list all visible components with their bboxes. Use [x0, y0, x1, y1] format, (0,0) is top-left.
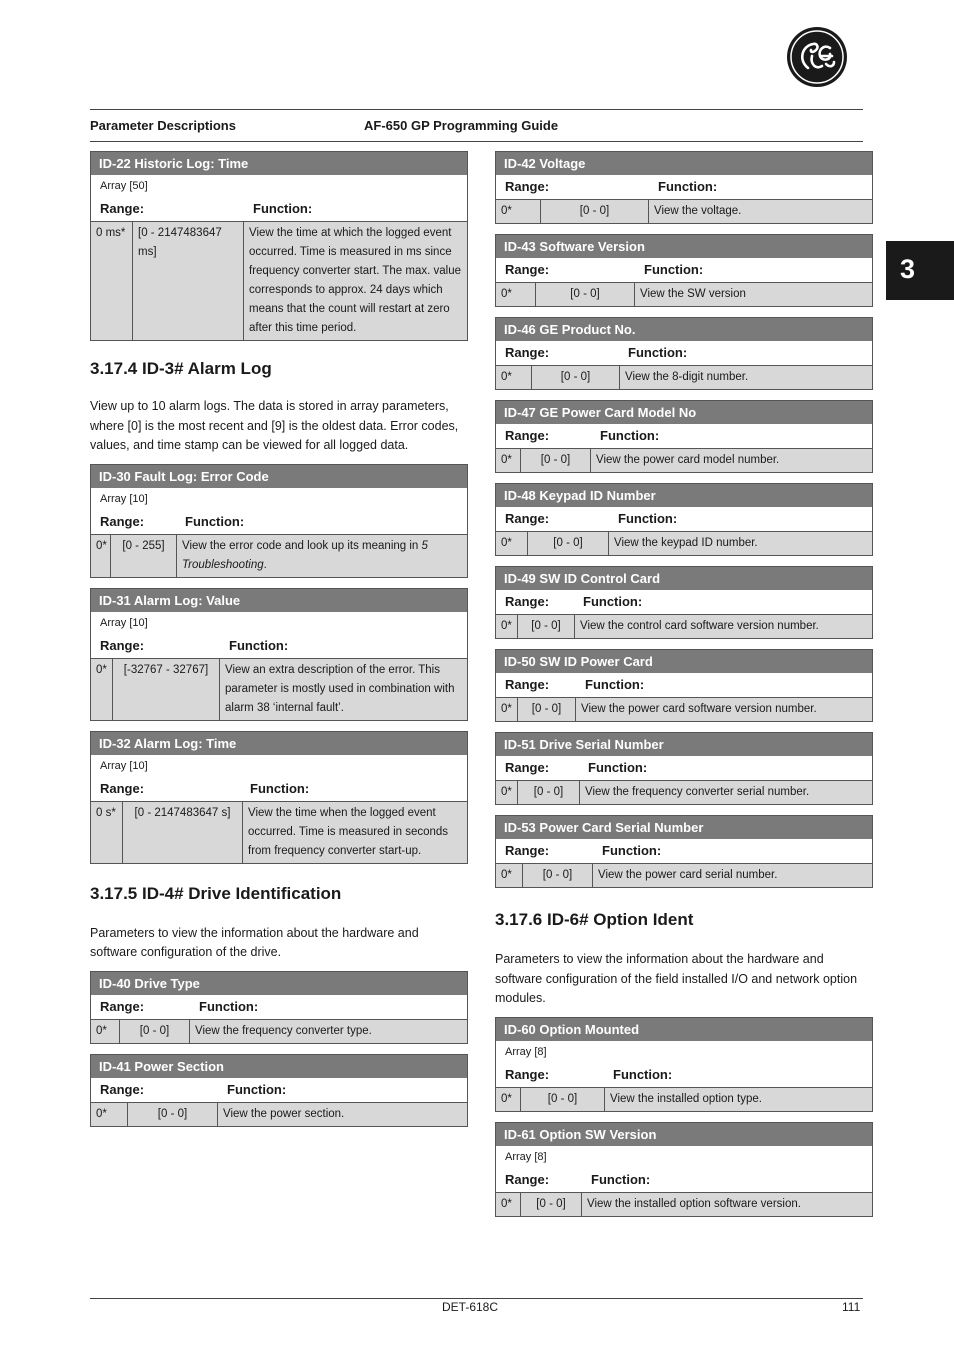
param-header-row [91, 995, 467, 1020]
param-header-row [496, 590, 872, 615]
param-default: 0* [496, 1088, 521, 1111]
param-title: ID-60 Option Mounted [496, 1018, 872, 1041]
function-label: Function: [185, 513, 245, 529]
param-title: ID-48 Keypad ID Number [496, 484, 872, 507]
param-row [91, 802, 467, 863]
function-label: Function: [227, 1081, 287, 1097]
param-header-row [91, 634, 467, 659]
param-row [91, 1020, 467, 1043]
param-array: Array [10] [100, 759, 148, 772]
param-table-id49 [495, 566, 873, 639]
param-default: 0* [496, 864, 523, 887]
param-default: 0 s* [91, 802, 123, 863]
param-array: Array [10] [100, 616, 148, 629]
param-title: ID-31 Alarm Log: Value [91, 589, 467, 612]
param-title: ID-43 Software Version [496, 235, 872, 258]
param-header-row [91, 510, 467, 535]
param-range: [0 - 0] [521, 1193, 582, 1216]
param-title: ID-40 Drive Type [91, 972, 467, 995]
function-label: Function: [618, 511, 678, 526]
section-text-alarm-log: View up to 10 alarm logs. The data is stored in array parameters, where [0] is the most recent and [9] is the oldest data. Error codes, values, and time stamp can be viewed for all logged data. [90, 399, 459, 452]
param-range: [0 - 255] [111, 535, 177, 577]
param-array: Array [8] [505, 1150, 547, 1163]
param-row [91, 1103, 467, 1126]
param-default: 0* [496, 200, 541, 223]
param-range: [-32767 - 32767] [113, 659, 220, 720]
section-heading-alarm-log: 3.17.4 ID-3# Alarm Log [90, 359, 272, 378]
param-default: 0* [91, 1020, 120, 1043]
param-row [91, 535, 467, 577]
param-header-row [496, 673, 872, 698]
param-header-row [496, 839, 872, 864]
param-default: 0* [496, 532, 528, 555]
param-function: View the installed option type. [610, 1092, 762, 1105]
function-label: Function: [199, 998, 259, 1014]
param-range: [0 - 0] [518, 615, 575, 638]
param-title: ID-22 Historic Log: Time [91, 152, 467, 175]
range-label: Range: [100, 998, 145, 1014]
param-function: View the power section. [223, 1107, 345, 1120]
param-header-row [91, 1078, 467, 1103]
param-table-id22 [90, 151, 468, 341]
function-label: Function: [613, 1066, 673, 1082]
param-default: 0* [91, 535, 111, 577]
param-header-row [496, 424, 872, 449]
param-table-id32 [90, 731, 468, 864]
param-function: View the time when the logged event occurred. Time is measured in seconds from frequency converter start-up. [248, 806, 449, 857]
param-function-text: View the error code and look up its meaning in [182, 539, 419, 552]
range-label: Range: [505, 262, 550, 277]
range-label: Range: [505, 594, 550, 609]
left-column [90, 151, 468, 1137]
param-default: 0* [496, 366, 532, 389]
param-row [496, 1193, 872, 1216]
range-label: Range: [505, 345, 550, 360]
param-default: 0* [496, 615, 518, 638]
function-label: Function: [644, 262, 704, 277]
param-function: View the installed option software version. [587, 1197, 801, 1210]
param-function: View the power card software version number. [581, 703, 817, 715]
function-label: Function: [602, 843, 662, 858]
param-table-id53 [495, 815, 873, 888]
function-label: Function: [628, 345, 688, 360]
param-array: Array [10] [100, 492, 148, 505]
param-title: ID-41 Power Section [91, 1055, 467, 1078]
param-row [496, 864, 872, 887]
param-header-row [496, 258, 872, 283]
param-range: [0 - 0] [518, 698, 576, 721]
param-default: 0* [496, 449, 521, 472]
range-label: Range: [100, 780, 145, 796]
param-range: [0 - 0] [528, 532, 609, 555]
function-label: Function: [591, 1171, 651, 1187]
param-function: View the voltage. [654, 205, 742, 217]
range-label: Range: [100, 637, 145, 653]
range-label: Range: [505, 843, 550, 858]
range-label: Range: [505, 1066, 550, 1082]
param-table-id43 [495, 234, 873, 307]
right-column [495, 151, 873, 1227]
param-title: ID-50 SW ID Power Card [496, 650, 872, 673]
param-range: [0 - 2147483647 s] [123, 802, 243, 863]
param-range: [0 - 0] [120, 1020, 190, 1043]
param-table-id31 [90, 588, 468, 721]
param-header-row [91, 777, 467, 802]
range-label: Range: [100, 1081, 145, 1097]
param-header-row [496, 1063, 872, 1088]
param-title: ID-46 GE Product No. [496, 318, 872, 341]
param-function: View an extra description of the error. This parameter is mostly used in combination with alarm 38 ‘internal fault’. [225, 663, 455, 714]
param-table-id30 [90, 464, 468, 578]
param-table-id46 [495, 317, 873, 390]
function-label: Function: [658, 179, 718, 194]
param-table-id41 [90, 1054, 468, 1127]
param-range: [0 - 0] [536, 283, 635, 306]
param-title: ID-61 Option SW Version [496, 1123, 872, 1146]
param-default: 0* [496, 781, 518, 804]
section-text-drive-identification: Parameters to view the information about the hardware and software configuration of the drive. [90, 925, 419, 959]
param-title: ID-32 Alarm Log: Time [91, 732, 467, 755]
param-function [177, 535, 467, 577]
param-array: Array [8] [505, 1045, 547, 1058]
param-range: [0 - 0] [523, 864, 593, 887]
param-function: View the SW version [640, 288, 746, 300]
param-function: View the frequency converter type. [195, 1024, 372, 1037]
footer-rule [90, 1298, 863, 1299]
param-range: [0 - 0] [521, 449, 591, 472]
param-header-row [496, 1168, 872, 1193]
param-header-row [496, 341, 872, 366]
param-table-id47 [495, 400, 873, 473]
param-table-id61 [495, 1122, 873, 1217]
param-default: 0* [496, 698, 518, 721]
footer-doc-id: DET-618C [442, 1300, 499, 1314]
param-function: View the frequency converter serial number. [585, 786, 810, 798]
param-row [496, 283, 872, 306]
function-label: Function: [583, 594, 643, 609]
param-range: [0 - 0] [541, 200, 649, 223]
param-table-id42 [495, 151, 873, 224]
function-label: Function: [229, 637, 289, 653]
param-header-row [496, 507, 872, 532]
param-range: [0 - 0] [532, 366, 620, 389]
param-title: ID-51 Drive Serial Number [496, 733, 872, 756]
param-default: 0* [91, 1103, 128, 1126]
param-row [496, 615, 872, 638]
section-heading-option-ident: 3.17.6 ID-6# Option Ident [495, 910, 694, 929]
param-row [496, 366, 872, 389]
param-function: View the time at which the logged event occurred. Time is measured in ms since frequency converter start. The max. value corresponds to approx. 24 days which means that the count will restart at zero after this time period. [249, 227, 461, 334]
range-label: Range: [505, 511, 550, 526]
param-function: View the control card software version number. [580, 620, 819, 632]
param-table-id60 [495, 1017, 873, 1112]
section-heading-drive-identification: 3.17.5 ID-4# Drive Identification [90, 883, 342, 903]
param-header-row [496, 756, 872, 781]
param-default: 0* [91, 659, 113, 720]
range-label: Range: [100, 201, 145, 216]
function-label: Function: [250, 780, 310, 796]
section-text-option-ident: Parameters to view the information about the hardware and software configuration of the field installed I/O and network option modules. [495, 952, 858, 1005]
function-label: Function: [600, 428, 660, 443]
header-bottom-rule [90, 141, 863, 142]
param-range: [0 - 0] [518, 781, 580, 804]
header-guide-title: AF-650 GP Programming Guide [364, 118, 559, 133]
param-row [496, 1088, 872, 1111]
function-label: Function: [585, 677, 645, 692]
param-row [496, 781, 872, 804]
param-row [496, 449, 872, 472]
param-table-id50 [495, 649, 873, 722]
chapter-tab: 3 [886, 241, 954, 300]
param-row [496, 532, 872, 555]
param-header-row [91, 197, 467, 222]
param-function: View the power card model number. [596, 454, 780, 466]
param-title: ID-49 SW ID Control Card [496, 567, 872, 590]
param-function: View the power card serial number. [598, 869, 778, 881]
param-row [91, 222, 467, 340]
param-range: [0 - 0] [128, 1103, 218, 1126]
header-section-title: Parameter Descriptions [90, 118, 236, 133]
header-top-rule [90, 109, 863, 110]
param-title: ID-47 GE Power Card Model No [496, 401, 872, 424]
param-title: ID-30 Fault Log: Error Code [91, 465, 467, 488]
range-label: Range: [100, 513, 145, 529]
range-label: Range: [505, 428, 550, 443]
param-function-end: . [263, 558, 267, 571]
param-title: ID-53 Power Card Serial Number [496, 816, 872, 839]
function-label: Function: [253, 201, 313, 216]
param-table-id48 [495, 483, 873, 556]
param-title: ID-42 Voltage [496, 152, 872, 175]
param-header-row [496, 175, 872, 200]
ge-logo [786, 26, 848, 88]
range-label: Range: [505, 677, 550, 692]
param-default: 0 ms* [91, 222, 133, 340]
param-table-id51 [495, 732, 873, 805]
param-default: 0* [496, 283, 536, 306]
param-range: [0 - 2147483647 ms] [133, 222, 244, 340]
footer-page-number: 111 [842, 1300, 861, 1314]
function-label: Function: [588, 760, 648, 775]
param-table-id40 [90, 971, 468, 1044]
troubleshooting-link[interactable]: 5 Troubleshooting [182, 539, 428, 571]
param-row [496, 200, 872, 223]
range-label: Range: [505, 1171, 550, 1187]
param-default: 0* [496, 1193, 521, 1216]
param-function: View the 8-digit number. [625, 371, 749, 383]
range-label: Range: [505, 760, 550, 775]
param-row [91, 659, 467, 720]
param-array: Array [50] [100, 180, 148, 192]
range-label: Range: [505, 179, 550, 194]
param-row [496, 698, 872, 721]
param-range: [0 - 0] [521, 1088, 605, 1111]
param-function: View the keypad ID number. [614, 537, 758, 549]
